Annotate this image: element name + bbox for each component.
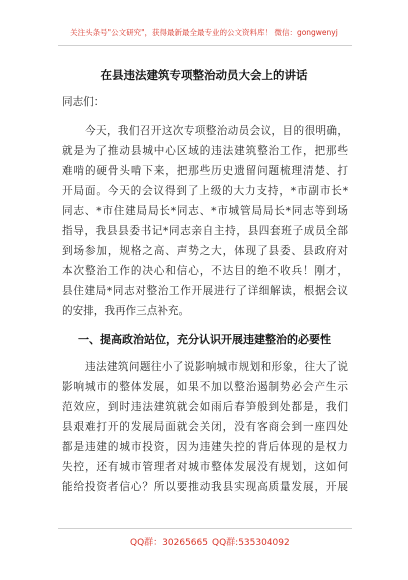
section-heading: 一、提高政治站位，充分认识开展违建整治的必要性	[78, 333, 331, 346]
paragraph-line: 就是为了推动县城中心区域的违法建筑整治工作，把那些	[62, 145, 348, 157]
footer-qq-group-2: QQ群:535304092	[212, 538, 290, 548]
paragraph-line: 范效应，到时违法建筑就会如雨后春笋般到处都是，我们	[62, 401, 348, 413]
paragraph-line: 今天，我们召开这次专项整治动员会议，目的很明确，	[85, 125, 348, 137]
paragraph-line: 的安排，我再作三点补充。	[62, 305, 190, 317]
paragraph-line: 同志、*市住建局局长*同志、*市城管局局长*同志等到场	[62, 205, 348, 217]
paragraph-line: 到场参加，规格之高、声势之大，体现了县委、县政府对	[62, 245, 348, 257]
paragraph-line: 能给投资者信心？所以要推动我县实现高质量发展，开展	[62, 481, 348, 493]
paragraph-line: 县艰难打开的发展局面就会关闭，没有客商会到一座四处	[62, 421, 348, 433]
header-divider	[58, 45, 352, 46]
header-banner: 关注头条号"公文研究"，获得最新最全最专业的公文资料库！ 微信：gongwenyj	[70, 28, 338, 37]
paragraph-line: 县住建局*同志对整治工作开展进行了详细解读，根据会议	[62, 285, 348, 297]
paragraph-line: 难啃的硬骨头啃下来，把那些历史遗留问题梳理清楚、打	[62, 165, 348, 177]
paragraph-line: 都是违建的城市投资，因为违建失控的背后体现的是权力	[62, 441, 348, 453]
document-title: 在县违法建筑专项整治动员大会上的讲话	[100, 68, 308, 82]
salutation: 同志们：	[62, 96, 105, 108]
paragraph-line: 违法建筑问题往小了说影响城市规划和形象，往大了说	[85, 361, 348, 373]
footer-divider	[58, 528, 352, 529]
paragraph-line: 影响城市的整体发展，如果不加以整治遏制势必会产生示	[62, 381, 348, 393]
paragraph-line: 指导，我县县委书记*同志亲自主持，县四套班子成员全部	[62, 225, 348, 237]
footer-qq-group-1: QQ群：30265665	[130, 538, 208, 548]
paragraph-line: 失控，还有城市管理者对城市整体发展没有规划，这如何	[62, 461, 348, 473]
paragraph-line: 开局面。今天的会议得到了上级的大力支持，*市副市长*	[62, 185, 348, 197]
paragraph-line: 本次整治工作的决心和信心，不达目的绝不收兵！刚才，	[62, 265, 348, 277]
